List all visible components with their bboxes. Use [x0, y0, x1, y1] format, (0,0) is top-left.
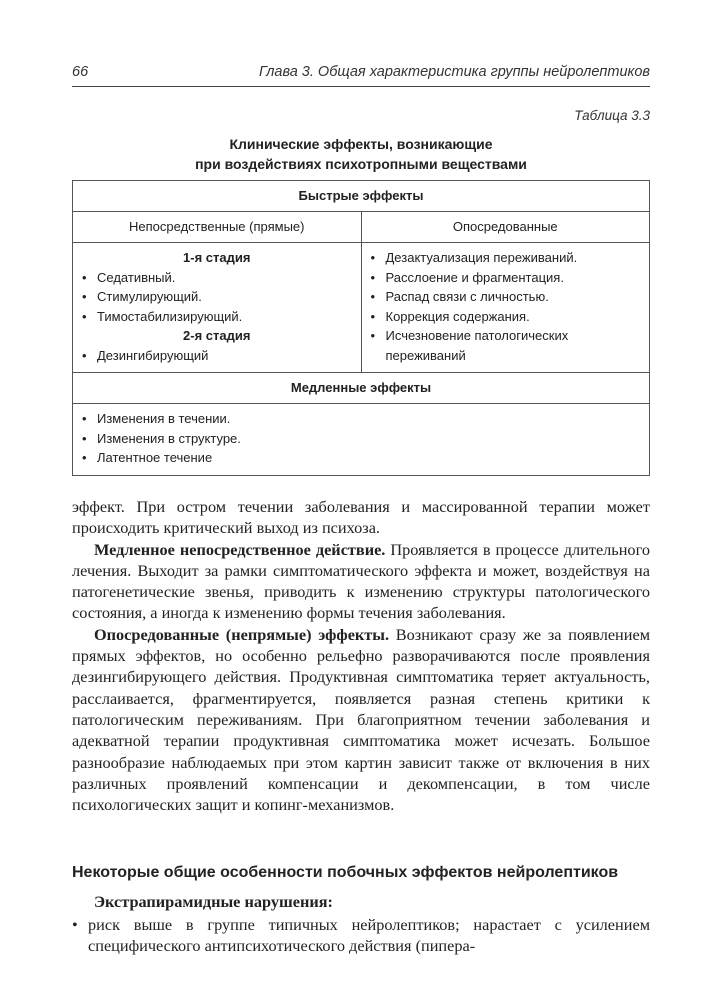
stage-1-heading: 1-я стадия — [183, 250, 251, 265]
paragraph-slow-direct — [72, 539, 650, 624]
list-item: • Дезактуализация переживаний. — [368, 248, 644, 268]
paragraph-continuation: эффект. При остром течении заболевания и массированной терапии может происходить критический выход из психоза. — [72, 497, 650, 538]
paragraph-text: Возникают сразу же за появлением прямых эффектов, но особенно рельефно разворачиваются после проявления дезингибирующего действия. Продуктивная симптоматика теряет актуальность, расслаивается, фрагментируется, появляется разная степень критики к патологическим переживаниям. При благоприятном течении заболевания и адекватной терапии продуктивная симптоматика может исчезать. Большое разнообразие наблюдаемых при этом картин зависит также от включения в них различных проявлений компенсации и декомпенсации, в том числе психологических защит и копинг-механизмов. — [72, 624, 651, 815]
table-title-line-2: при воздействиях психотропными веществами — [195, 156, 527, 172]
running-header — [72, 62, 650, 87]
direct-effects-cell — [73, 243, 362, 373]
effects-table — [72, 180, 650, 476]
list-item: • Тимостабилизирующий. — [79, 307, 355, 327]
direct-effects-header: Непосредственные (прямые) — [73, 212, 362, 243]
table-title-line-1: Клинические эффекты, возникающие — [229, 136, 493, 152]
slow-effects-header: Медленные эффекты — [73, 373, 650, 404]
paragraph-indirect — [72, 624, 650, 816]
list-item: • Исчезновение патологических переживаний — [368, 326, 644, 365]
table-label: Таблица 3.3 — [574, 108, 650, 123]
section-heading: Некоторые общие особенности побочных эффектов нейролептиков — [72, 864, 619, 881]
list-item: • Коррекция содержания. — [368, 307, 644, 327]
subsection-heading: Экстрапирамидные нарушения: — [94, 892, 333, 911]
list-item: • Изменения в течении. — [79, 409, 643, 429]
bullet-item — [72, 914, 650, 957]
body-text — [72, 496, 650, 815]
list-item: • Седативный. — [79, 268, 355, 288]
bullet-icon: • — [72, 915, 78, 934]
list-item: • Расслоение и фрагментация. — [368, 268, 644, 288]
list-item: • Распад связи с личностью. — [368, 287, 644, 307]
list-item: • Дезингибирующий — [79, 346, 355, 366]
paragraph-lead: Опосредованные (непрямые) эффекты. — [94, 624, 390, 644]
table-title — [72, 134, 650, 174]
list-item: • Латентное течение — [79, 448, 643, 468]
list-item: • Изменения в структуре. — [79, 429, 643, 449]
indirect-effects-cell — [361, 243, 650, 373]
indirect-effects-header: Опосредованные — [361, 212, 650, 243]
chapter-title: Глава 3. Общая характеристика группы нейролептиков — [258, 64, 650, 80]
stage-2-heading: 2-я стадия — [183, 328, 251, 343]
fast-effects-header: Быстрые эффекты — [73, 181, 650, 212]
bullet-text: риск выше в группе типичных нейролептиков; нарастает с усилением специфического антипсихотического действия (пипера- — [88, 915, 650, 956]
page-number: 66 — [72, 64, 89, 80]
paragraph-lead: Медленное непосредственное действие. — [94, 539, 386, 559]
paragraph-text: Проявляется в процессе длительного лечения. Выходит за рамки симптоматического эффекта и может, воздействуя на патогенетические звенья, приводить к изменению структуры патологического состояния, а иногда к изменению формы течения заболевания. — [72, 539, 650, 623]
slow-effects-cell — [73, 404, 650, 476]
list-item: • Стимулирующий. — [79, 287, 355, 307]
